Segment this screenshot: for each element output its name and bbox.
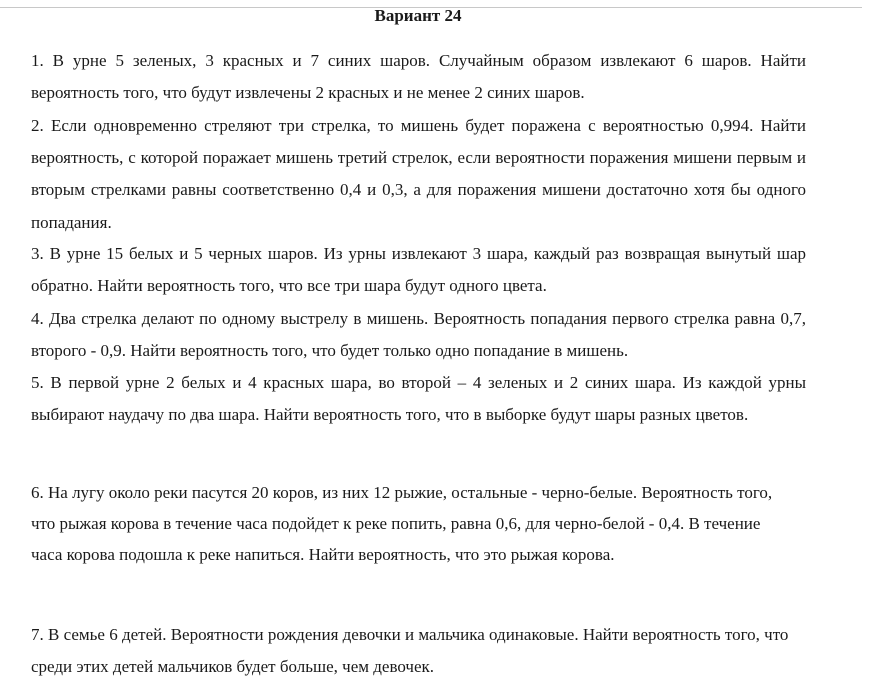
task-7: 7. В семье 6 детей. Вероятности рождения девочки и мальчика одинаковые. Найти вероятность того, что среди этих детей мальчиков будет больше, чем девочек.	[31, 625, 789, 676]
task-3: 3. В урне 15 белых и 5 черных шаров. Из урны извлекают 3 шара, каждый раз возвращая вынутый шар обратно. Найти вероятность того, что все три шара будут одного цвета.	[31, 244, 806, 296]
task-6: 6. На лугу около реки пасутся 20 коров, из них 12 рыжие, остальные - черно-белые. Вероятность того, что рыжая корова в течение часа подойдет к реке попить, равна 0,6, для черно-белой - 0,4. В течение часа корова подошла к реке напиться. Найти вероятность, что это рыжая корова.	[31, 483, 773, 564]
task-5: 5. В первой урне 2 белых и 4 красных шара, во второй – 4 зеленых и 2 синих шара. Из каждой урны выбирают наудачу по два шара. Найти вероятность того, что в выборке будут шары разных цветов.	[31, 373, 806, 425]
document-title: Вариант 24	[374, 6, 462, 25]
task-4: 4. Два стрелка делают по одному выстрелу в мишень. Вероятность попадания первого стрелка равна 0,7, второго - 0,9. Найти вероятность того, что будет только одно попадание в мишень.	[31, 309, 806, 361]
task-1: 1. В урне 5 зеленых, 3 красных и 7 синих шаров. Случайным образом извлекают 6 шаров. Найти вероятность того, что будут извлечены 2 красных и не менее 2 синих шаров.	[31, 51, 806, 103]
task-2: 2. Если одновременно стреляют три стрелка, то мишень будет поражена с вероятностью 0,994. Найти вероятность, с которой поражает мишень третий стрелок, если вероятности поражения мишени первым и вторым стрелками равны соответственно 0,4 и 0,3, а для поражения мишени достаточно хотя бы одного попадания.	[31, 116, 806, 232]
